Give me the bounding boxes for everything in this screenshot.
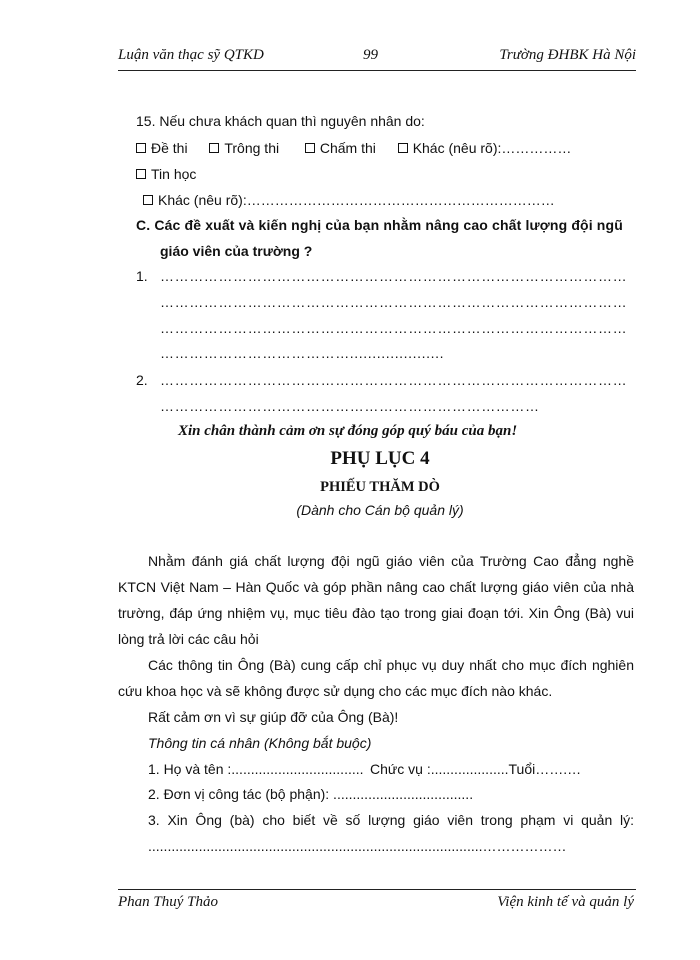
footer-author: Phan Thuý Thảo (118, 894, 219, 910)
option-label: Chấm thi (319, 140, 376, 156)
answer-1-line-1[interactable]: …………………………………………………………………………………… (160, 268, 628, 284)
appendix-subtitle: PHIẾU THĂM DÒ (320, 479, 440, 495)
header-thesis-title: Luận văn thạc sỹ QTKD (118, 47, 264, 63)
answer-1-line-3[interactable]: …………………………………………………………………………………… (160, 320, 628, 336)
q15-option-row-3 (143, 192, 555, 208)
thank-you-note: Xin chân thành cảm ơn sự đóng góp quý báu của bạn! (178, 423, 518, 439)
privacy-paragraph-line-1: Các thông tin Ông (Bà) cung cấp chỉ phục vụ duy nhất cho mục đích nghiên (148, 657, 634, 673)
option-label: Đề thi (151, 140, 188, 156)
option-label: Khác (nêu rõ):…………… (412, 140, 572, 156)
intro-paragraph-line-1: Nhằm đánh giá chất lượng đội ngũ giáo viên của Trường Cao đẳng nghề (148, 553, 634, 569)
answer-number-1: 1. (136, 268, 148, 284)
answer-number-2: 2. (136, 372, 148, 388)
intro-paragraph-line-2: KTCN Việt Nam – Hàn Quốc và góp phần nâng cao chất lượng giáo viên của nhà (118, 579, 634, 595)
header-rule (118, 70, 636, 71)
q15-option-row-2 (136, 166, 196, 182)
field-role-age[interactable]: Chức vụ :....................Tuổi…….… (370, 761, 582, 777)
checkbox-de-thi[interactable] (136, 143, 146, 153)
appendix-audience-note: (Dành cho Cán bộ quản lý) (296, 502, 464, 518)
appendix-title: PHỤ LỤC 4 (330, 448, 430, 469)
checkbox-trong-thi[interactable] (209, 143, 219, 153)
thanks-line: Rất cảm ơn vì sự giúp đỡ của Ông (Bà)! (148, 709, 399, 725)
q15-option-row-1 (136, 140, 571, 156)
checkbox-tin-hoc[interactable] (136, 169, 146, 179)
header-page-number: 99 (363, 47, 378, 63)
option-label: Trông thi (224, 140, 280, 156)
question-3-answer-line[interactable]: ......................................................................................……………… (148, 838, 567, 854)
answer-2-line-1[interactable]: …………………………………………………………………………………… (160, 372, 628, 388)
footer-rule (118, 889, 636, 890)
answer-1-line-4[interactable]: …………………………………..................... (160, 345, 445, 361)
checkbox-khac-2[interactable] (143, 195, 153, 205)
option-label: Tin học (151, 166, 197, 182)
answer-2-line-2[interactable]: …………………………………………………………………… (160, 398, 540, 414)
checkbox-cham-thi[interactable] (305, 143, 315, 153)
personal-info-heading: Thông tin cá nhân (Không bắt buộc) (148, 735, 372, 751)
option-label: Khác (nêu rõ):………………………………………………………… (158, 192, 555, 208)
privacy-paragraph-line-2: cứu khoa học và sẽ không được sử dụng cho các mục đích nào khác. (118, 683, 553, 699)
question-3-text: 3. Xin Ông (bà) cho biết về số lượng giáo viên trong phạm vi quản lý: (148, 812, 634, 828)
intro-paragraph-line-4: lòng trả lời các câu hỏi (118, 631, 259, 647)
field-name[interactable]: 1. Họ và tên :.................................. (148, 761, 364, 777)
intro-paragraph-line-3: trường, đáp ứng nhiệm vụ, mục tiêu đào tạo trong giai đoạn tới. Xin Ông (Bà) vui (118, 605, 634, 621)
checkbox-khac[interactable] (398, 143, 408, 153)
section-c-heading: C. Các đề xuất và kiến nghị của bạn nhằm nâng cao chất lượng đội ngũ (136, 217, 623, 233)
question-15-text: 15. Nếu chưa khách quan thì nguyên nhân do: (136, 113, 425, 129)
footer-institute: Viện kinh tế và quản lý (497, 894, 634, 910)
answer-1-line-2[interactable]: …………………………………………………………………………………… (160, 294, 628, 310)
field-department[interactable]: 2. Đơn vị công tác (bộ phận): .................................... (148, 786, 474, 802)
header-university: Trường ĐHBK Hà Nội (499, 47, 636, 63)
section-c-heading-cont: giáo viên của trường ? (160, 243, 313, 259)
